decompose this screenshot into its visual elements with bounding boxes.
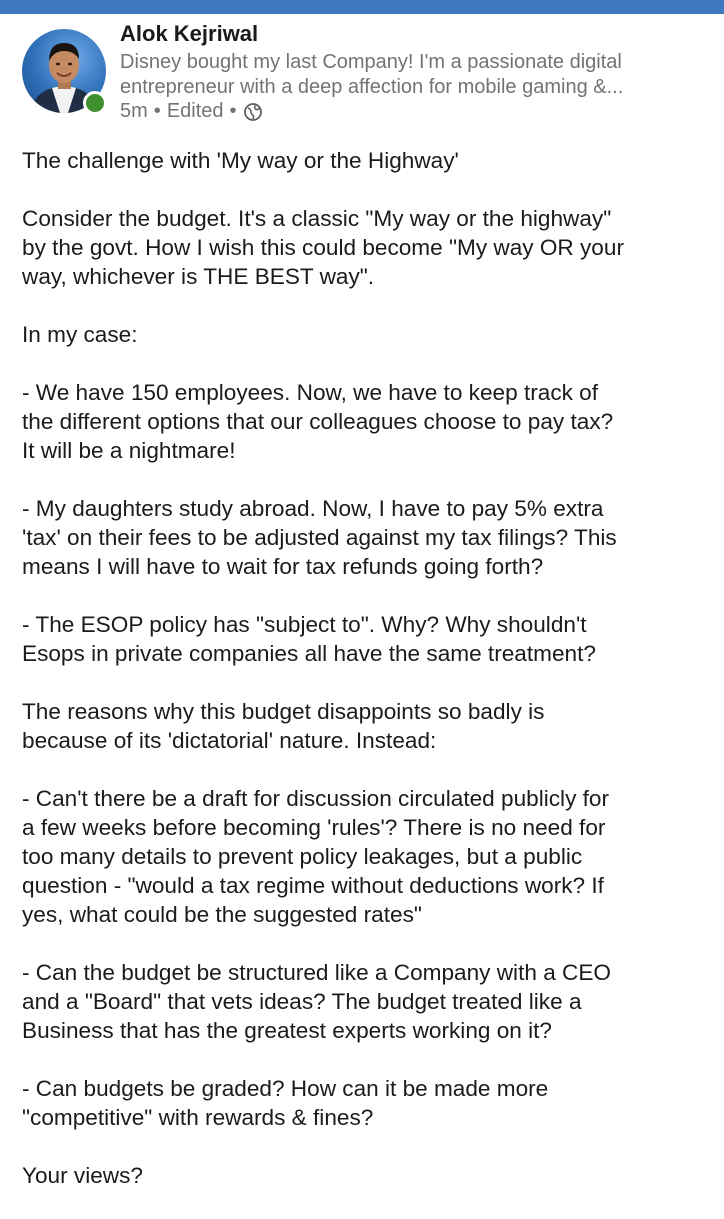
post-paragraph <box>22 146 712 175</box>
author-headline-line: Disney bought my last Company! I'm a passionate digital <box>120 51 622 73</box>
post-paragraph <box>22 204 712 291</box>
top-accent-bar <box>0 0 724 14</box>
post-line: Your views? <box>22 1163 143 1188</box>
post-line: In my case: <box>22 322 138 347</box>
author-headline <box>120 50 700 100</box>
post-line: Consider the budget. It's a classic "My way or the highway" <box>22 206 612 231</box>
meta-separator: • <box>153 100 161 122</box>
globe-icon <box>243 102 263 122</box>
post-paragraph <box>22 494 712 581</box>
post-paragraph <box>22 697 712 755</box>
post-paragraph <box>22 1074 712 1132</box>
post-body <box>22 146 712 1219</box>
post-time: 5m <box>120 100 148 122</box>
post-line: by the govt. How I wish this could become "My way OR your <box>22 235 624 260</box>
post-line: because of its 'dictatorial' nature. Instead: <box>22 728 437 753</box>
post-line: - We have 150 employees. Now, we have to keep track of <box>22 380 599 405</box>
post-line: the different options that our colleagues choose to pay tax? <box>22 409 614 434</box>
post-line: - Can the budget be structured like a Company with a CEO <box>22 960 611 985</box>
post-line: 'tax' on their fees to be adjusted against my tax filings? This <box>22 525 617 550</box>
author-headline-line: entrepreneur with a deep affection for mobile gaming &... <box>120 76 624 98</box>
post-line: too many details to prevent policy leakages, but a public <box>22 844 583 869</box>
post-paragraph <box>22 378 712 465</box>
post-line: way, whichever is THE BEST way". <box>22 264 375 289</box>
post-line: The challenge with 'My way or the Highway' <box>22 148 459 173</box>
post-paragraph <box>22 610 712 668</box>
post-line: Esops in private companies all have the same treatment? <box>22 641 596 666</box>
post-line: Business that has the greatest experts working on it? <box>22 1018 552 1043</box>
post-paragraph <box>22 1161 712 1190</box>
post-line: means I will have to wait for tax refunds going forth? <box>22 554 544 579</box>
post-line: yes, what could be the suggested rates" <box>22 902 422 927</box>
online-status-dot <box>83 91 107 115</box>
post-paragraph <box>22 784 712 929</box>
post-line: The reasons why this budget disappoints so badly is <box>22 699 545 724</box>
post-line: a few weeks before becoming 'rules'? There is no need for <box>22 815 606 840</box>
post-line: question - "would a tax regime without deductions work? If <box>22 873 604 898</box>
post-line: "competitive" with rewards & fines? <box>22 1105 374 1130</box>
edited-label: Edited <box>166 100 224 122</box>
post-meta <box>120 100 263 123</box>
post-line: - My daughters study abroad. Now, I have to pay 5% extra <box>22 496 604 521</box>
post-line: - The ESOP policy has "subject to". Why? Why shouldn't <box>22 612 587 637</box>
post-paragraph <box>22 320 712 349</box>
post-line: - Can budgets be graded? How can it be made more <box>22 1076 549 1101</box>
meta-separator: • <box>229 100 237 122</box>
post-line: - Can't there be a draft for discussion circulated publicly for <box>22 786 610 811</box>
post-line: It will be a nightmare! <box>22 438 236 463</box>
post-paragraph <box>22 958 712 1045</box>
author-name[interactable]: Alok Kejriwal <box>120 21 259 46</box>
post-line: and a "Board" that vets ideas? The budget treated like a <box>22 989 582 1014</box>
